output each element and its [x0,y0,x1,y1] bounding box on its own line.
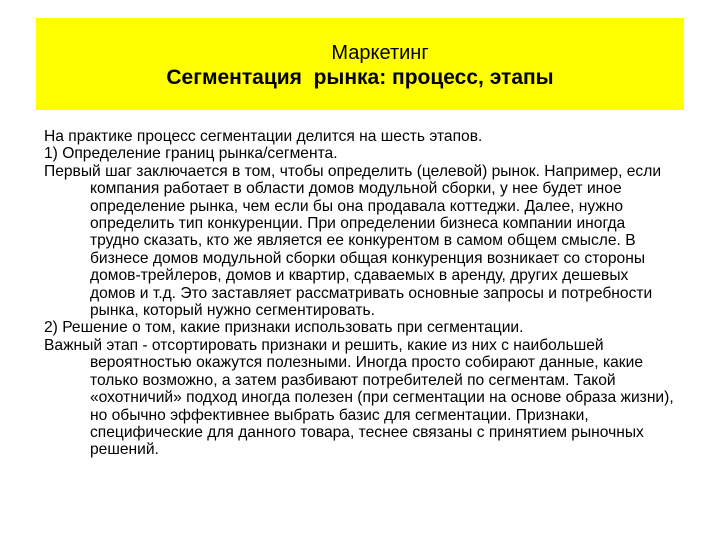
title-band [36,18,684,110]
slide-supertitle: Маркетинг [331,42,429,64]
body-paragraph-intro: На практике процесс сегментации делится на шесть этапов. [44,128,483,145]
body-paragraph-step1-heading: 1) Определение границ рынка/сегмента. [44,145,338,163]
body-paragraph-step2-text: Важный этап - отсортировать признаки и решить, какие из них с наибольшей вероятностью окажутся полезными. Иногда просто собирают данные, какие только возможно, а затем разбивают потребителей по сегментам. Такой «охотничий» подход иногда полезен (при сегментации на основе образа жизни), но обычно эффективнее выбрать базис для сегментации. Признаки, специфические для данного товара, теснее связаны с принятием рыночных решений. [44,336,674,459]
body-paragraph-step2-heading: 2) Решение о том, какие признаки использовать при сегментации. [44,319,524,337]
body-paragraph-step1-text: Первый шаг заключается в том, чтобы определить (целевой) рынок. Например, если компания работает в области домов модульной сборки, у нее будет иное определение рынка, чем если бы она продавала коттеджи. Далее, нужно определить тип конкуренции. При определении бизнеса компании иногда трудно сказать, кто же является ее конкурентом в самом общем смысле. В бизнесе домов модульной сборки общая конкуренция возникает со стороны домов-трейлеров, домов и квартир, сдаваемых в аренду, других дешевых домов и т.д. Это заставляет рассматривать основные запросы и потребности рынка, который нужно сегментировать. [44,162,662,320]
slide-body [44,128,674,459]
slide-title: Сегментация рынка: процесс, этапы [166,66,554,89]
